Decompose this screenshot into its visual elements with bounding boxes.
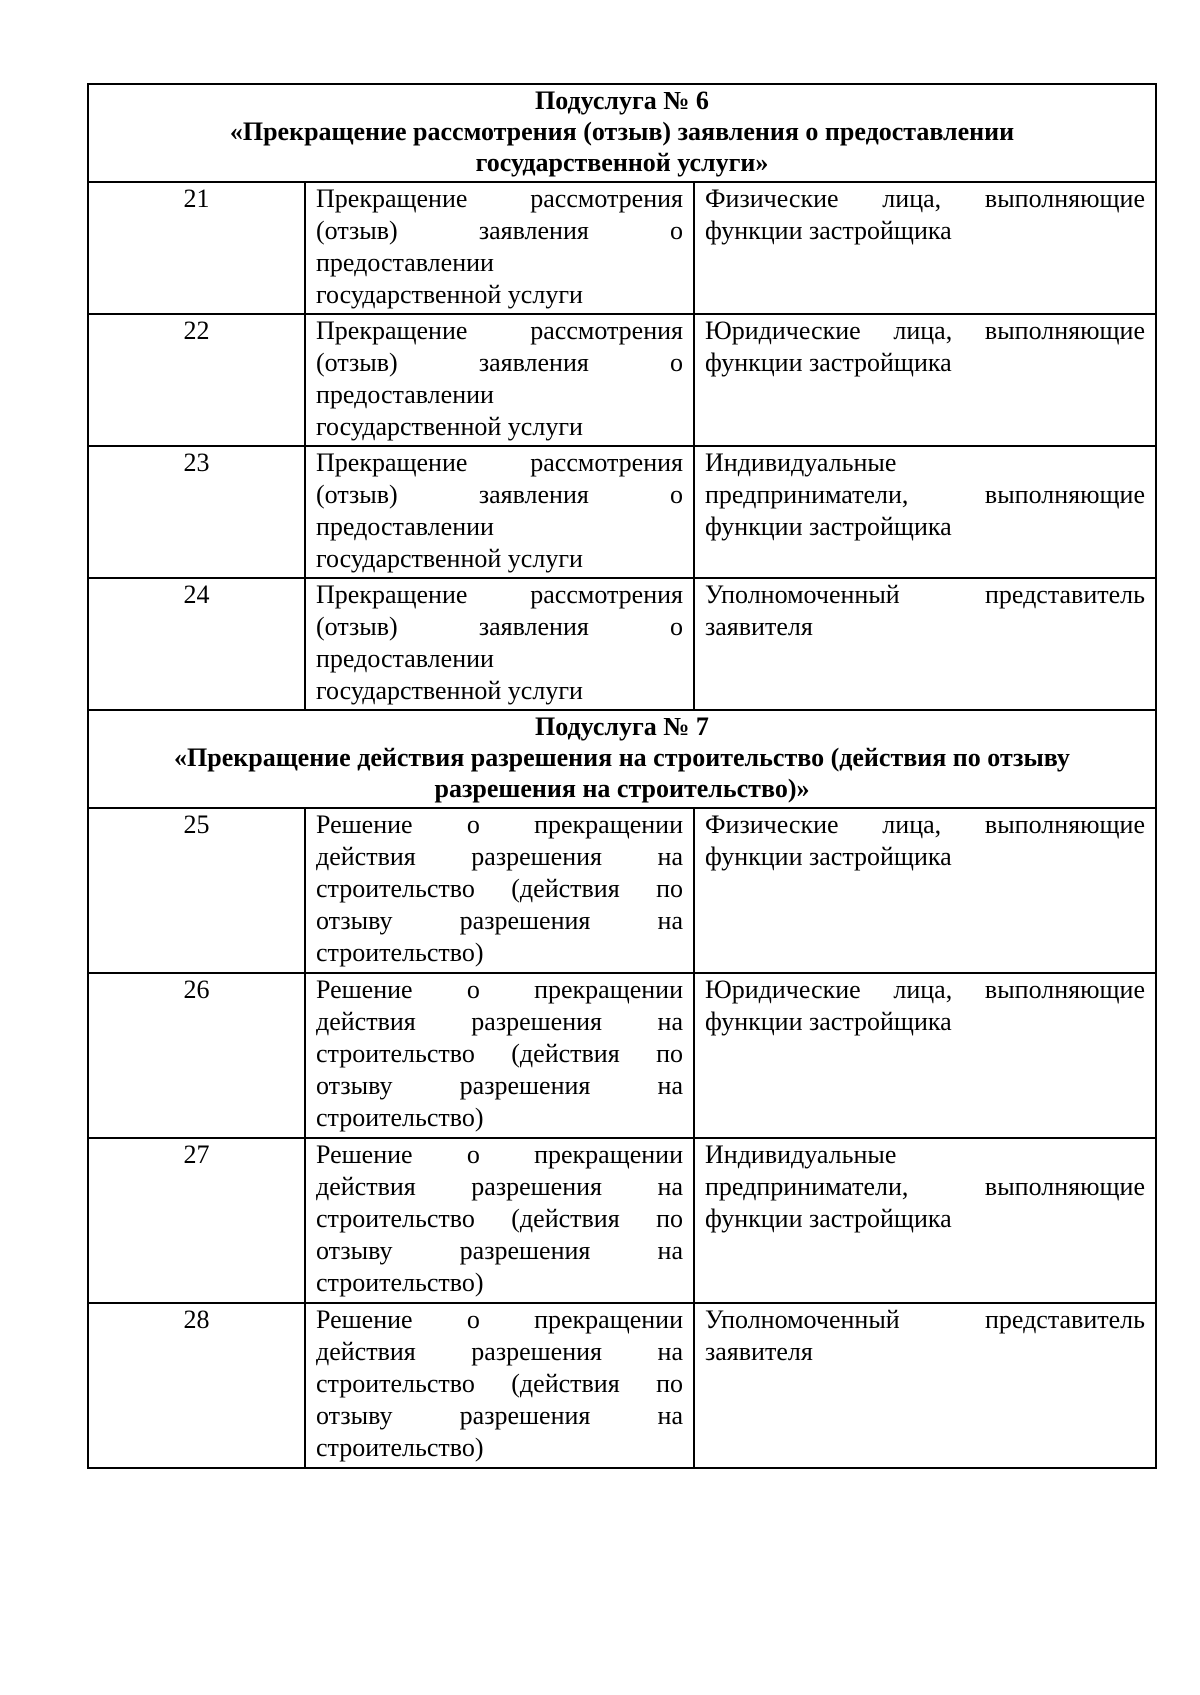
service-text-line: действия разрешения на — [316, 1007, 683, 1036]
service-cell — [305, 578, 694, 710]
applicant-text-line: функции застройщика — [705, 842, 952, 871]
row-number: 27 — [88, 1138, 305, 1303]
service-text-line: Решение о прекращении — [316, 810, 683, 839]
row-number: 23 — [88, 446, 305, 578]
service-text-line: строительство) — [316, 1103, 484, 1132]
section-title-line: разрешения на строительство)» — [434, 774, 810, 803]
service-text-line: (отзыв) заявления о — [316, 348, 683, 377]
service-text-line: (отзыв) заявления о — [316, 612, 683, 641]
section-title-line: «Прекращение действия разрешения на строительство (действия по отзыву — [174, 743, 1070, 772]
section-heading: Подуслуга № 6 — [535, 86, 709, 115]
row-number: 22 — [88, 314, 305, 446]
table-row — [88, 314, 1156, 446]
service-text-line: отзыву разрешения на — [316, 1401, 683, 1430]
applicant-text-line: Индивидуальные — [705, 1140, 897, 1169]
applicant-text-line: Уполномоченный представитель — [705, 1305, 1145, 1334]
applicant-text-line: функции застройщика — [705, 1204, 952, 1233]
applicant-cell — [694, 182, 1156, 314]
service-cell — [305, 808, 694, 973]
applicant-cell — [694, 446, 1156, 578]
applicant-text-line: Физические лица, выполняющие — [705, 810, 1145, 839]
service-text-line: Решение о прекращении — [316, 1140, 683, 1169]
service-cell — [305, 446, 694, 578]
applicant-text-line: Физические лица, выполняющие — [705, 184, 1145, 213]
service-text-line: (отзыв) заявления о — [316, 216, 683, 245]
row-number: 28 — [88, 1303, 305, 1468]
service-text-line: действия разрешения на — [316, 1337, 683, 1366]
section-header-cell — [88, 84, 1156, 182]
applicant-text-line: Юридические лица, выполняющие — [705, 975, 1145, 1004]
service-text-line: государственной услуги — [316, 412, 583, 441]
service-text-line: государственной услуги — [316, 280, 583, 309]
service-text-line: отзыву разрешения на — [316, 906, 683, 935]
service-text-line: отзыву разрешения на — [316, 1071, 683, 1100]
service-text-line: строительство (действия по — [316, 1039, 683, 1068]
service-cell — [305, 973, 694, 1138]
row-number: 24 — [88, 578, 305, 710]
service-text-line: строительство) — [316, 1433, 484, 1462]
service-text-line: Прекращение рассмотрения — [316, 316, 683, 345]
service-text-line: Прекращение рассмотрения — [316, 184, 683, 213]
applicant-cell — [694, 973, 1156, 1138]
service-cell — [305, 182, 694, 314]
service-text-line: (отзыв) заявления о — [316, 480, 683, 509]
service-text-line: строительство (действия по — [316, 1369, 683, 1398]
service-text-line: предоставлении — [316, 248, 494, 277]
service-text-line: предоставлении — [316, 644, 494, 673]
service-text-line: действия разрешения на — [316, 842, 683, 871]
row-number: 21 — [88, 182, 305, 314]
service-text-line: строительство (действия по — [316, 874, 683, 903]
table-row — [88, 182, 1156, 314]
applicant-text-line: функции застройщика — [705, 216, 952, 245]
table-row — [88, 578, 1156, 710]
service-text-line: Прекращение рассмотрения — [316, 448, 683, 477]
section-title-line: «Прекращение рассмотрения (отзыв) заявления о предоставлении — [229, 117, 1015, 146]
applicant-text-line: заявителя — [705, 1337, 813, 1366]
section-title-line: государственной услуги» — [475, 148, 769, 177]
applicant-cell — [694, 1303, 1156, 1468]
table-row — [88, 446, 1156, 578]
applicant-text-line: функции застройщика — [705, 512, 952, 541]
service-text-line: строительство (действия по — [316, 1204, 683, 1233]
table-row — [88, 1303, 1156, 1468]
service-text-line: предоставлении — [316, 512, 494, 541]
service-text-line: предоставлении — [316, 380, 494, 409]
service-text-line: строительство) — [316, 1268, 484, 1297]
applicant-text-line: Уполномоченный представитель — [705, 580, 1145, 609]
applicant-text-line: заявителя — [705, 612, 813, 641]
row-number: 25 — [88, 808, 305, 973]
applicant-text-line: функции застройщика — [705, 348, 952, 377]
service-text-line: отзыву разрешения на — [316, 1236, 683, 1265]
section-header — [88, 710, 1156, 808]
applicant-cell — [694, 1138, 1156, 1303]
service-cell — [305, 1303, 694, 1468]
applicant-cell — [694, 578, 1156, 710]
row-number: 26 — [88, 973, 305, 1138]
service-text-line: государственной услуги — [316, 676, 583, 705]
table-row — [88, 1138, 1156, 1303]
section-header — [88, 84, 1156, 182]
service-cell — [305, 1138, 694, 1303]
applicant-cell — [694, 314, 1156, 446]
services-table — [87, 83, 1157, 1469]
applicant-cell — [694, 808, 1156, 973]
service-text-line: Решение о прекращении — [316, 975, 683, 1004]
service-text-line: действия разрешения на — [316, 1172, 683, 1201]
applicant-text-line: Индивидуальные — [705, 448, 897, 477]
service-text-line: Решение о прекращении — [316, 1305, 683, 1334]
table-row — [88, 973, 1156, 1138]
applicant-text-line: предприниматели, выполняющие — [705, 1172, 1145, 1201]
service-text-line: Прекращение рассмотрения — [316, 580, 683, 609]
section-heading: Подуслуга № 7 — [535, 712, 709, 741]
section-header-cell — [88, 710, 1156, 808]
table-row — [88, 808, 1156, 973]
service-text-line: государственной услуги — [316, 544, 583, 573]
service-cell — [305, 314, 694, 446]
applicant-text-line: Юридические лица, выполняющие — [705, 316, 1145, 345]
applicant-text-line: предприниматели, выполняющие — [705, 480, 1145, 509]
applicant-text-line: функции застройщика — [705, 1007, 952, 1036]
service-text-line: строительство) — [316, 938, 484, 967]
